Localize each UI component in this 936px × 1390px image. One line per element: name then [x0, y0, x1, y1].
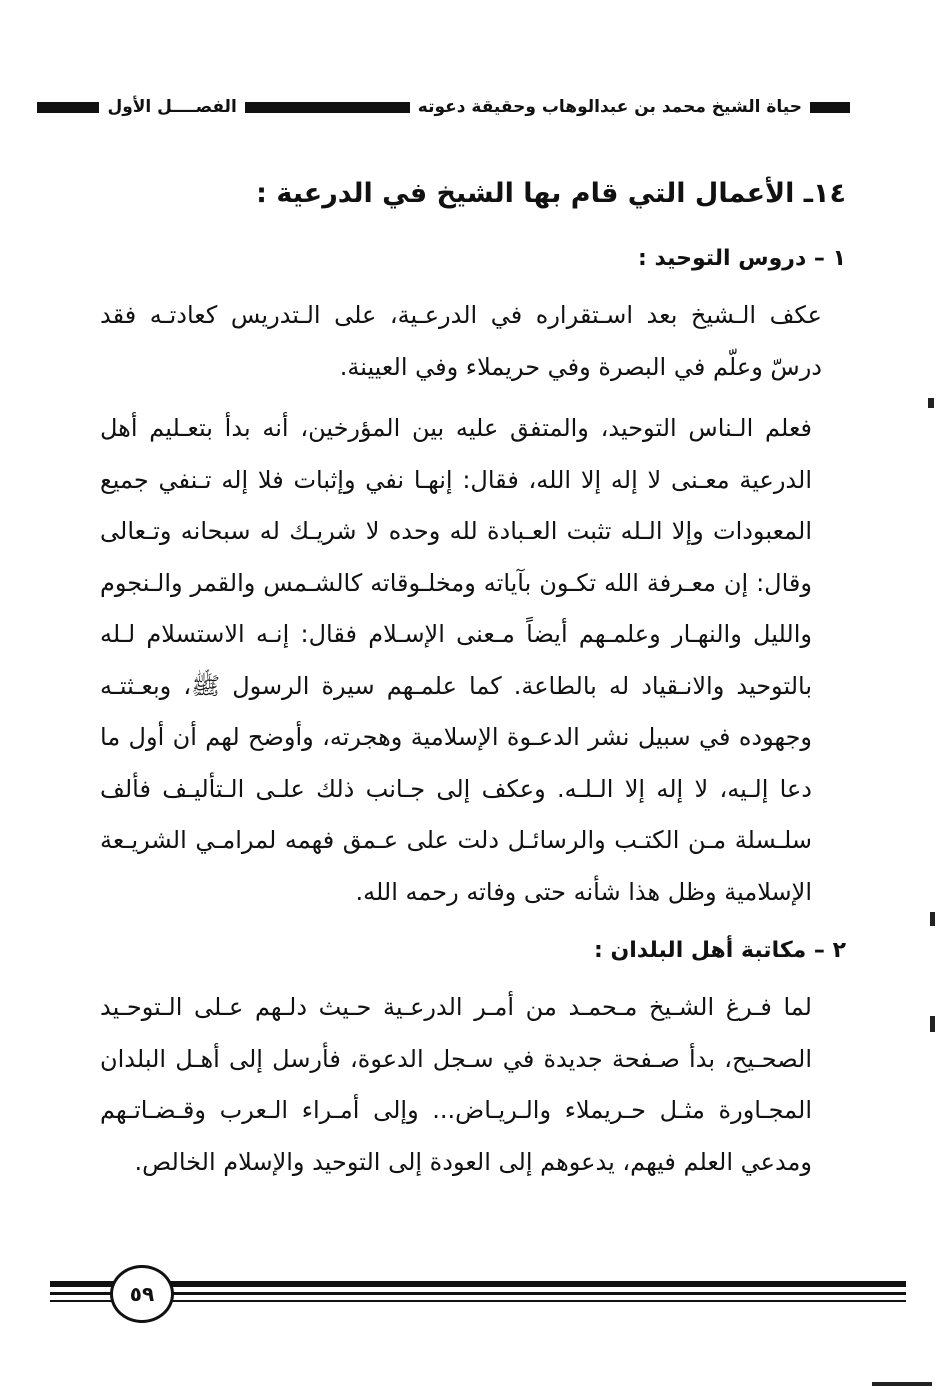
header-bar-middle	[245, 102, 410, 113]
footer-line-thin	[50, 1300, 906, 1302]
page-content	[100, 168, 852, 1198]
subsection-title-tawheed: ١ – دروس التوحيد :	[638, 246, 846, 271]
scan-mark	[872, 1382, 932, 1386]
header-book-title: حياة الشيخ محمد بن عبدالوهاب وحقيقة دعوته	[417, 97, 802, 117]
scan-mark	[930, 912, 935, 926]
section-title: ١٤ـ الأعمال التي قام بها الشيخ في الدرعية :	[256, 178, 846, 209]
scan-mark	[928, 398, 934, 408]
scan-mark	[930, 1016, 935, 1032]
paragraph: لما فـرغ الشـيخ مـحمـد من أمـر الدرعـية حـيث دلـهم عـلى الـتوحـيد الصحـيح، بدأ صـفحة جديدة في سـجل الدعوة، فأرسل إلى أهـل البلدان المجـاورة مثـل حـريملاء والـريـاض... وإلى أمـراء الـعرب وقـضـاتـهم ومدعي العلم فيهم، يدعوهم إلى العودة إلى التوحيد والإسلام الخالص.	[100, 993, 812, 1176]
header-chapter: الفصــــل الأول	[107, 97, 237, 117]
page-header	[50, 92, 850, 122]
header-bar-left	[37, 102, 99, 113]
footer-line-thick	[50, 1281, 906, 1287]
page-number: ٥٩	[110, 1265, 174, 1323]
footer-line-middle	[50, 1292, 906, 1295]
header-bar-right	[810, 102, 850, 113]
paragraph: عكف الـشيخ بعد اسـتقراره في الدرعـية، على الـتدريس كعادتـه فقد درسّ وعلّم في البصرة وفي حريملاء وفي العيينة.	[100, 301, 822, 381]
page-footer	[50, 1265, 906, 1325]
paragraph: فعلم الـناس التوحيد، والمتفق عليه بين المؤرخين، أنه بدأ بتعـليم أهل الدرعية معـنى لا إله إلا الله، فقال: إنهـا نفي وإثبات فلا إله تـنفي جميع المعبودات وإلا الـله تثبت العـبادة لله وحده لا شريـك له سبحانه وتـعالى وقال: إن معـرفة الله تكـون بآياته ومخلـوقاته كالشـمس والقمر والـنجوم والليل والنهـار وعلمـهم أيضاً مـعنى الإسـلام فقال: إنـه الاستسلام لـله بالتوحيد والانـقياد له بالطاعة. كما علمـهم سيرة الرسول ﷺ، وبعـثتـه وجهوده في سبيل نشر الدعـوة الإسلامية وهجرته، وأوضح لهم أن أول ما دعا إلـيه، لا إله إلا الـلـه. وعكف إلى جـانب ذلك علـى الـتأليـف فألف سلـسلة مـن الكتـب والرسائـل دلت على عـمق فهمه لمرامـي الشريـعة الإسلامية وظل هذا شأنه حتى وفاته رحمه الله.	[100, 414, 812, 906]
subsection-title-correspondence: ٢ – مكاتبة أهل البلدان :	[593, 938, 846, 963]
